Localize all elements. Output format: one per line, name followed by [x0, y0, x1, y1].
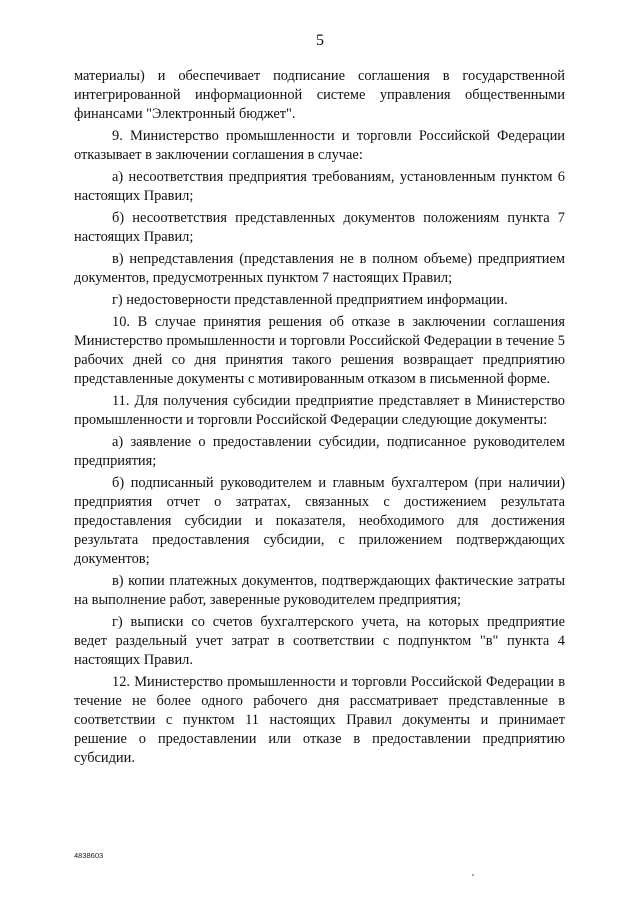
paragraph-continuation: материалы) и обеспечивает подписание соглашения в государственной интегрированной информационной системе управления общественными финансами "Электронный бюджет". — [74, 68, 565, 122]
paragraph-10: 10. В случае принятия решения об отказе в заключении соглашения Министерство промышленности и торговли Российской Федерации в течение 5 рабочих дней со дня принятия такого решения возвращает предприятию представленные документы с мотивированным отказом в письменной форме. — [74, 314, 565, 387]
paragraph-11b: б) подписанный руководителем и главным бухгалтером (при наличии) предприятия отчет о затратах, связанных с достижением результата предоставления субсидии и показателя, необходимого для достижения результата предоставления субсидии, с приложением подтверждающих документов; — [74, 475, 565, 567]
paragraph-9b: б) несоответствия представленных документов положениям пункта 7 настоящих Правил; — [74, 210, 565, 245]
paragraph-11: 11. Для получения субсидии предприятие представляет в Министерство промышленности и торговли Российской Федерации следующие документы: — [74, 393, 565, 428]
page-number: 5 — [316, 32, 324, 49]
scan-dot — [472, 874, 474, 876]
paragraph-12: 12. Министерство промышленности и торговли Российской Федерации в течение не более одного рабочего дня рассматривает представленные в соответствии с пунктом 11 настоящих Правил документы и принимает решение о предоставлении или отказе в предоставлении предприятию субсидии. — [74, 674, 565, 766]
paragraph-9a: а) несоответствия предприятия требованиям, установленным пунктом 6 настоящих Правил; — [74, 169, 565, 204]
paragraph-11g: г) выписки со счетов бухгалтерского учета, на которых предприятие ведет раздельный учет затрат в соответствии с подпунктом "в" пункта 4 настоящих Правил. — [74, 614, 565, 668]
paragraph-9g: г) недостоверности представленной предприятием информации. — [112, 292, 508, 308]
document-body — [74, 67, 565, 771]
paragraph-11v: в) копии платежных документов, подтверждающих фактические затраты на выполнение работ, заверенные руководителем предприятия; — [74, 573, 565, 608]
document-code: 4838603 — [74, 851, 104, 860]
paragraph-11a: а) заявление о предоставлении субсидии, подписанное руководителем предприятия; — [74, 434, 565, 469]
paragraph-9v: в) непредставления (представления не в полном объеме) предприятием документов, предусмотренных пунктом 7 настоящих Правил; — [74, 251, 565, 286]
paragraph-9: 9. Министерство промышленности и торговли Российской Федерации отказывает в заключении соглашения в случае: — [74, 128, 565, 163]
